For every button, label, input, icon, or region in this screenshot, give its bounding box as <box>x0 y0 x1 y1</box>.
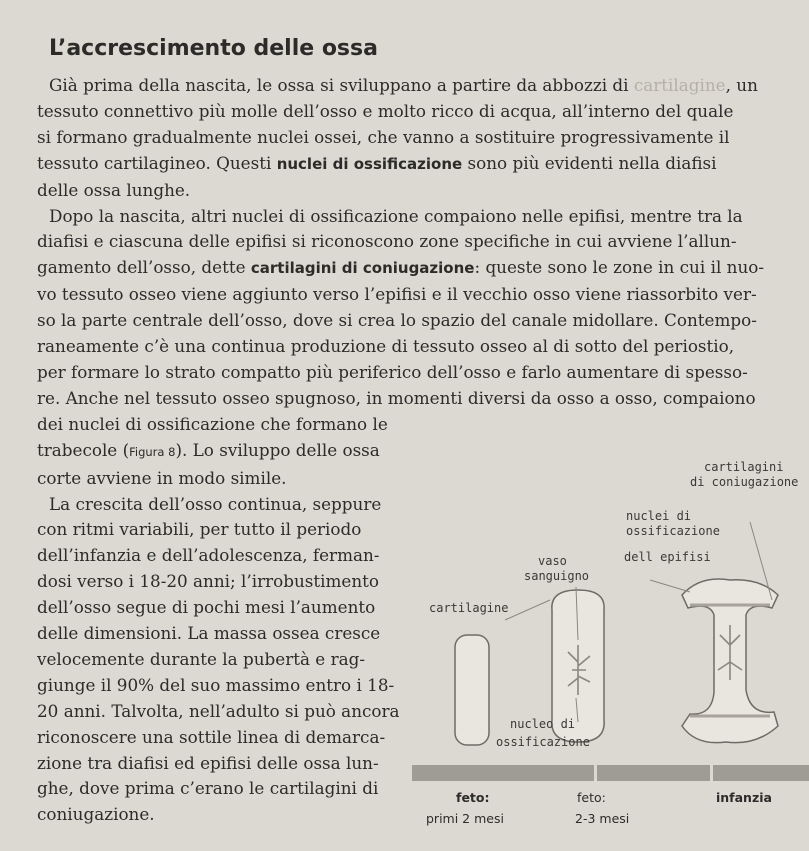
term-nuclei-ossificazione: nuclei di ossificazione <box>276 154 463 173</box>
text-line: vo tessuto osseo viene aggiunto verso l’epifisi e il vecchio osso viene riassorbito ver- <box>37 284 757 305</box>
bone-growth-figure <box>400 430 809 851</box>
bone-stage-1 <box>455 635 489 745</box>
timeline-divider <box>594 765 597 781</box>
timeline-divider <box>710 765 713 781</box>
text-line: zione tra diafisi ed epifisi delle ossa lun- <box>37 752 379 773</box>
text-line: dosi verso i 18-20 anni; l’irrobustimento <box>37 571 380 592</box>
label-sanguigno: sanguigno <box>524 569 590 583</box>
text-line: diafisi e ciascuna delle epifisi si riconoscono zone specifiche in cui avviene l’allun- <box>37 231 737 252</box>
text-line: corte avviene in modo simile. <box>37 467 287 488</box>
text-line: con ritmi variabili, per tutto il periodo <box>37 519 362 540</box>
term-cartilagine: cartilagine <box>633 75 726 95</box>
text-span: trabecole ( <box>37 439 130 460</box>
text-line: dell’infanzia e dell’adolescenza, ferman- <box>37 545 380 566</box>
text-line: riconoscere una sottile linea di demarca- <box>37 726 386 747</box>
text-span: Già prima della nascita, le ossa si sviluppano a partire da abbozzi di <box>49 75 634 95</box>
label-dell-epifisi: dell epifisi <box>624 550 711 564</box>
text-line: si formano gradualmente nuclei ossei, che vanno a sostituire progressivamente il <box>37 126 730 147</box>
label-cartilagine: cartilagine <box>429 601 509 615</box>
leader-line-nuclei-epifisi <box>650 580 690 592</box>
text-span: tessuto cartilagineo. Questi <box>37 152 277 173</box>
text-line: Dopo la nascita, altri nuclei di ossificazione compaiono nelle epifisi, mentre tra la <box>49 205 743 226</box>
term-cartilagini-coniugazione: cartilagini di coniugazione <box>250 259 475 278</box>
caption-stage-2-title: feto: <box>577 790 606 805</box>
text-line: per formare lo strato compatto più periferico dell’osso e farlo aumentare di spesso- <box>37 361 748 382</box>
label-ossificazione-nucleo: ossificazione <box>496 735 590 749</box>
text-line: La crescita dell’osso continua, seppure <box>49 493 382 514</box>
figure-drawing <box>400 430 809 851</box>
caption-stage-3-title: infanzia <box>716 790 772 805</box>
figure-reference[interactable]: Figura 8 <box>129 444 176 459</box>
text-line: dei nuclei di ossificazione che formano le <box>37 413 388 434</box>
label-vaso: vaso <box>538 554 567 568</box>
text-line: re. Anche nel tessuto osseo spugnoso, in momenti diversi da osso a osso, compaiono <box>37 387 756 408</box>
label-nuclei-di: nuclei di <box>626 509 692 523</box>
label-ossificazione-epifisi: ossificazione <box>626 524 720 538</box>
text-line: so la parte centrale dell’osso, dove si crea lo spazio del canale midollare. Contempo- <box>37 310 757 331</box>
label-cartilagini: cartilagini <box>704 460 784 474</box>
timeline-strip <box>412 765 809 781</box>
text-line: 20 anni. Talvolta, nell’adulto si può ancora <box>37 700 400 721</box>
page-title: L’accrescimento delle ossa <box>49 36 378 61</box>
text-line: velocemente durante la pubertà e rag- <box>37 648 366 669</box>
text-line <box>37 255 807 282</box>
text-line: delle ossa lunghe. <box>37 179 191 200</box>
text-span: sono più evidenti nella diafisi <box>462 152 717 173</box>
caption-stage-2-sub: 2-3 mesi <box>575 811 630 826</box>
text-span: , un <box>725 75 758 95</box>
text-line <box>37 73 807 99</box>
text-span: gamento dell’osso, dette <box>37 257 251 278</box>
paragraph-1 <box>37 73 807 204</box>
caption-stage-1-title: feto: <box>456 790 490 805</box>
text-line: tessuto connettivo più molle dell’osso e molto ricco di acqua, all’interno del quale <box>37 100 734 121</box>
text-span: : queste sono le zone in cui il nuo- <box>474 257 765 278</box>
leader-line-cartilagine <box>505 600 550 620</box>
text-span: ). Lo sviluppo delle ossa <box>175 439 380 460</box>
label-di-coniugazione: di coniugazione <box>690 475 799 489</box>
label-nucleo-di: nucleo di <box>510 717 576 731</box>
caption-stage-1-sub: primi 2 mesi <box>426 811 504 826</box>
text-line: dell’osso segue di pochi mesi l’aumento <box>37 597 376 618</box>
text-line: raneamente c’è una continua produzione di tessuto osseo al di sotto del periostio, <box>37 336 735 357</box>
text-line: giunge il 90% del suo massimo entro i 18- <box>37 674 395 695</box>
text-line <box>37 151 807 178</box>
text-line: delle dimensioni. La massa ossea cresce <box>37 623 381 644</box>
text-line: ghe, dove prima c’erano le cartilagini di <box>37 778 379 799</box>
text-line: coniugazione. <box>37 804 155 825</box>
